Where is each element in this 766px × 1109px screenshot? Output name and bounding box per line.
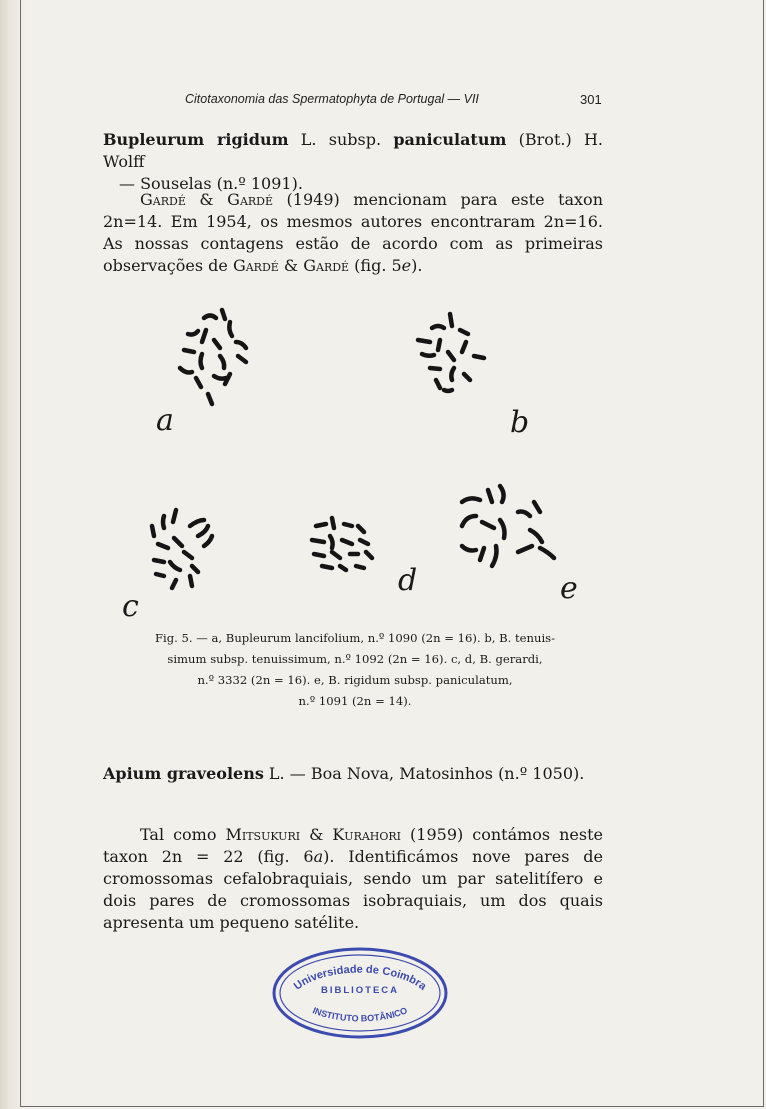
author-name: Kurahori	[332, 825, 402, 844]
author-name: Gardé	[227, 190, 274, 209]
taxon-name: Apium graveolens	[103, 764, 264, 783]
panel-label-e: e	[560, 571, 578, 606]
chromosome-figure	[118, 290, 618, 620]
chromosome-cluster-a	[180, 310, 246, 404]
entry-heading-bupleurum	[103, 129, 603, 195]
stamp-line-middle: BIBLIOTECA	[320, 985, 400, 996]
chromosome-cluster-d	[312, 518, 372, 570]
infraspecific-name: paniculatum	[393, 130, 507, 149]
text-run: (fig. 5	[349, 256, 402, 275]
panel-label-c: c	[122, 589, 139, 620]
running-title: Citotaxonomia das Spermatophyta de Portugal — VII	[185, 92, 479, 106]
text-run: ).	[411, 256, 423, 275]
text-run: (1949) mencionam para este taxon 2n=14. Em 1954, os mesmos autores encontraram 2n=16. As nossas contagens estão de acordo com as primeiras observações de	[103, 190, 603, 275]
panel-label-d: d	[398, 563, 418, 598]
author-name: Gardé	[303, 256, 350, 275]
chromosome-cluster-e	[462, 486, 554, 566]
text-run: Tal como	[140, 825, 226, 844]
caption-line: n.º 1091 (2n = 14).	[298, 694, 412, 708]
figure-caption	[100, 628, 610, 712]
stamp-line-top: Universidade de Coimbra	[291, 963, 429, 993]
paragraph-bupleurum	[103, 189, 603, 277]
caption-line: n.º 3332 (2n = 16). e, B. rigidum subsp. paniculatum,	[197, 673, 513, 687]
author-name: Gardé	[232, 256, 279, 275]
library-stamp	[270, 945, 450, 1041]
stamp-line-bottom: INSTITUTO BOTÂNICO	[311, 1005, 409, 1024]
panel-label-a: a	[156, 403, 174, 438]
taxon-name: Bupleurum rigidum	[103, 130, 289, 149]
authority: (Brot.) H. Wolff	[103, 130, 604, 171]
figure-ref-letter: a	[313, 847, 324, 866]
svg-text:INSTITUTO BOTÂNICO	[311, 1005, 408, 1023]
text-run: &	[185, 190, 228, 209]
entry-heading-apium	[103, 763, 603, 785]
text-run: (1959) contámos neste taxon 2n = 22 (fig. 6	[103, 825, 604, 866]
text-run: ). Identificámos nove pares de cromossomas cefalobraquiais, sendo um par satelitífero e dois pares de cromossomas isobraquiais, um dos quais apresenta um pequeno satélite.	[103, 847, 603, 932]
author-name: Mitsukuri	[225, 825, 301, 844]
taxon-rank: L. subsp.	[288, 130, 394, 149]
chromosome-cluster-c	[152, 510, 212, 588]
running-head	[0, 92, 766, 112]
caption-line: simum subsp. tenuissimum, n.º 1092 (2n = 16). c, d, B. gerardi,	[167, 652, 543, 666]
authority-locality: L. — Boa Nova, Matosinhos (n.º 1050).	[263, 764, 585, 783]
paragraph-apium	[103, 824, 603, 934]
text-run: &	[278, 256, 304, 275]
author-name: Gardé	[140, 190, 186, 209]
caption-line: Fig. 5. — a, Bupleurum lancifolium, n.º 1090 (2n = 16). b, B. tenuis-	[154, 631, 556, 645]
text-run: &	[300, 825, 333, 844]
locality: — Souselas (n.º 1091).	[119, 174, 303, 193]
figure-ref-letter: e	[401, 256, 412, 275]
chromosome-cluster-b	[418, 314, 484, 391]
page-number: 301	[580, 92, 602, 107]
panel-label-b: b	[510, 405, 530, 440]
